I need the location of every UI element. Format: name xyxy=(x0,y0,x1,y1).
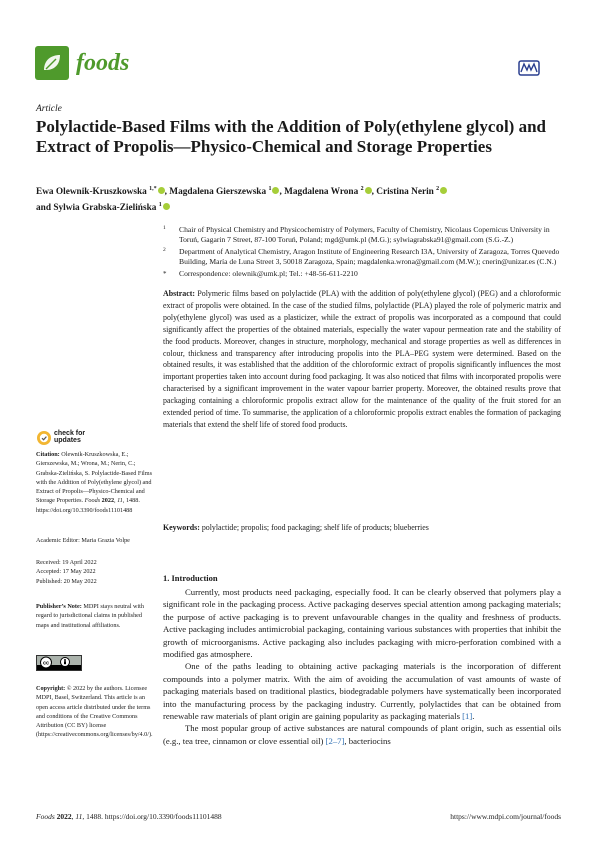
publisher-note-label: Publisher’s Note: xyxy=(36,603,82,610)
check-updates-line1: check for xyxy=(54,430,86,437)
affiliation-text: Department of Analytical Chemistry, Aragon Institute of Engineering Research I3A, University of Zaragoza, Torres Quevedo Building, María de Luna Street 3, 50018 Zaragoza, Spain; magdalenka.wrona@gmail.com (M.W.); cnerin@unizar.es (C.N.) xyxy=(179,246,560,267)
copyright-block xyxy=(36,684,154,740)
section-heading: 1. Introduction xyxy=(163,573,218,583)
footer-journal-url[interactable]: https://www.mdpi.com/journal/foods xyxy=(450,812,561,821)
paragraph-text: The most popular group of active substances are natural compounds of plant origin, such as essential oils (e.g., tea tree, cinnamon or clove essential oil) xyxy=(163,723,561,746)
footer-journal: Foods xyxy=(36,812,55,821)
author-affil-sup: 1 xyxy=(158,202,162,209)
author-name[interactable]: Sylwia Grabska-Zielińska xyxy=(53,203,157,214)
academic-editor: Academic Editor: Maria Grazia Volpe xyxy=(36,537,130,544)
reference-link[interactable]: [1] xyxy=(462,711,473,722)
intro-paragraph xyxy=(163,722,561,747)
paragraph-text: One of the paths leading to obtaining active packaging materials is the incorporation of different compounds into a polymer matrix. With the aim of avoiding the accumulation of vast amounts of waste of packaging materials based on traditional plastics, biodegradable polymers have systematically been incorporated into the manufacturing process by the packaging industry. Currently, polylactides that can be obtained from renewable raw materials of plant origin are gaining popularity as packaging materials xyxy=(163,661,561,722)
page-footer xyxy=(36,812,561,821)
received-date: Received: 19 April 2022 xyxy=(36,559,97,566)
abstract-text: Polymeric films based on polylactide (PLA) with the addition of poly(ethylene glycol) (PEG) and a chloroformic extract of propolis were obtained. In the case of the studied films, polylactide (PLA) played the role of polymeric matrix and poly(ethylene glycol) was used as a plasticizer, while the extract of propolis was incorporated as a compound that could significantly affect the properties of the obtained materials, especially the water vapour permeation rate and the stability of the food products. Moreover, changes in structure, morphology, mechanical and storage properties as well as differences in colour, thickness and transparency after introducing propolis into the PLA–PEG system were determined. Based on the obtained results, it was established that the addition of the chloroformic extract of propolis significantly influences the most important properties taken into account during food packaging. It was also noticed that films with incorporated propolis were characterised by a significant improvement in the water vapour barrier property. Moreover, the obtained results prove that packaging containing a chloroformic propolis extract allow for the maintenance of the quality of the fruit stored for an extended period of time. To summarise, the application of a chloroformic propolis extract enables the formation of packaging materials that extend the shelf life of stored food products. xyxy=(163,289,561,429)
reference-link[interactable]: [2–7] xyxy=(325,735,345,746)
copyright-label: Copyright: xyxy=(36,685,66,692)
intro-paragraph xyxy=(163,660,561,722)
footer-citation: Foods 2022, 11, 1488. https://doi.org/10.3390/foods11101488 xyxy=(36,812,222,821)
orcid-icon[interactable] xyxy=(440,187,447,194)
intro-paragraph: Currently, most products need packaging, especially food. It can be clearly observed that polymers play a significant role in the packaging process. Active packaging deserves special attention among packaging materials; the purpose of active packaging is to prevent unfavourable changes in the quality and freshness of products. Active packaging includes antimicrobial packaging, containing various substances with properties that inhibit the growth of microorganisms. Active packaging also includes packaging with micro-perforation combined with a modified gas atmosphere. xyxy=(163,587,561,660)
publisher-note-text: MDPI stays neutral with regard to jurisdictional claims in published maps and institutional affiliations. xyxy=(36,603,144,629)
paragraph-text: , bacteriocins xyxy=(344,735,391,746)
orcid-icon[interactable] xyxy=(163,203,170,210)
dates-block xyxy=(36,558,154,586)
affiliation-number: 2 xyxy=(163,246,166,253)
accepted-date: Accepted: 17 May 2022 xyxy=(36,568,96,576)
author-list: Ewa Olewnik-Kruszkowska $^{1,*}$ , Magdalena Gierszewska $^1$ , Magdalena Wrona $^2$ , Cristina Nerin $^2$ and Sylwia Grabska-Zielińska $^1$ xyxy=(36,183,556,216)
affiliation-item xyxy=(163,247,563,268)
citation-label: Citation: xyxy=(36,451,60,458)
paragraph-text: . xyxy=(472,711,475,722)
author-conjunction: and xyxy=(36,203,51,214)
svg-text:cc: cc xyxy=(42,660,50,667)
citation-text: Olewnik-Kruszkowska, E.; Gierszewska, M.; Wrona, M.; Nerin, C.; Grabska-Zielińska, S. Polylactide-Based Films with the Addition of Poly(ethylene glycol) and Extract of Propolis—Physico-Chemical and Storage Properties. xyxy=(36,451,152,505)
keywords xyxy=(163,522,561,533)
check-updates-icon xyxy=(36,430,52,446)
orcid-icon[interactable] xyxy=(365,187,372,194)
abstract xyxy=(163,288,561,431)
affiliation-number: * xyxy=(163,269,167,278)
affiliations xyxy=(163,225,563,280)
abstract-label: Abstract: xyxy=(163,289,195,298)
journal-name: foods xyxy=(76,50,130,76)
author-affil-sup: 2 xyxy=(360,186,364,192)
orcid-icon[interactable] xyxy=(272,187,279,194)
correspondence-text: Correspondence: olewnik@umk.pl; Tel.: +48-56-611-2210 xyxy=(179,268,358,278)
article-title: Polylactide-Based Films with the Addition of Poly(ethylene glycol) and Extract of Propolis—Physico-Chemical and Storage Properties xyxy=(36,117,546,156)
author-affil-sup: 1,* xyxy=(149,186,157,192)
citation-doi[interactable]: , 1488. https://doi.org/10.3390/foods11101488 xyxy=(36,497,140,514)
citation-volume: 11 xyxy=(117,497,123,505)
keywords-text: polylactide; propolis; food packaging; shelf life of products; blueberries xyxy=(201,523,429,532)
published-date: Published: 20 May 2022 xyxy=(36,577,97,585)
mdpi-logo xyxy=(517,58,541,78)
citation-block: Citation: Olewnik-Kruszkowska, E.; Gierszewska, M.; Wrona, M.; Nerin, C.; Grabska-Zielińska, S. Polylactide-Based Films with the Addition of Poly(ethylene glycol) and Extract of Propolis—Physico-Chemical and Storage Properties. Foods 2022, 11, 1488. https://doi.org/10.3390/foods11101488 xyxy=(36,451,152,514)
check-for-updates-button[interactable] xyxy=(36,430,116,448)
article-type: Article xyxy=(36,104,62,114)
keywords-label: Keywords: xyxy=(163,523,200,532)
author-affil-sup: 1 xyxy=(268,186,272,192)
copyright-text: © 2022 by the authors. Licensee MDPI, Basel, Switzerland. This article is an open access article distributed under the terms and conditions of the Creative Commons Attribution (CC BY) license (https://creativecommons.org/licenses/by/4.0/). xyxy=(36,685,153,739)
author-name[interactable]: Magdalena Gierszewska xyxy=(169,187,267,198)
correspondence-item xyxy=(163,269,563,279)
publisher-note xyxy=(36,602,154,630)
journal-logo-icon xyxy=(35,46,69,80)
orcid-icon[interactable] xyxy=(158,187,165,194)
introduction-body xyxy=(163,586,561,747)
check-updates-line2: updates xyxy=(54,437,81,445)
author-name[interactable]: Cristina Nerin xyxy=(376,187,434,198)
affiliation-number: 1 xyxy=(163,225,166,231)
citation-journal: Foods xyxy=(84,497,101,505)
cc-by-license-icon[interactable] xyxy=(36,655,82,671)
affiliation-item xyxy=(163,225,563,246)
footer-year: 2022 xyxy=(56,812,72,821)
footer-volume: 11 xyxy=(75,812,83,821)
author-affil-sup: 2 xyxy=(436,186,440,192)
footer-doi[interactable]: , 1488. https://doi.org/10.3390/foods11101488 xyxy=(82,812,222,821)
author-name[interactable]: Ewa Olewnik-Kruszkowska xyxy=(36,187,147,198)
affiliation-text: Chair of Physical Chemistry and Physicochemistry of Polymers, Faculty of Chemistry, Nicolaus Copernicus University in Toruń, Gagarin 7 Street, 87-100 Toruń, Poland; mgd@umk.pl (M.G.); sylwiagrabska91@gmail.com (S.G.-Z.) xyxy=(179,225,550,245)
author-name[interactable]: Magdalena Wrona xyxy=(284,187,359,198)
citation-year: 2022 xyxy=(101,497,115,505)
